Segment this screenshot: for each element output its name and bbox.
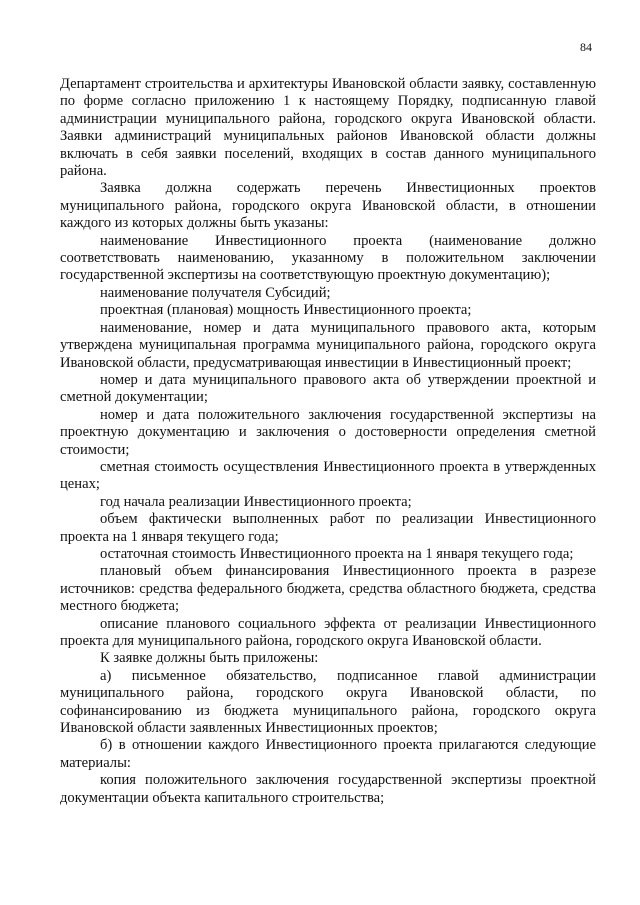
paragraph: сметная стоимость осуществления Инвестиционного проекта в утвержденных ценах; [60, 458, 596, 493]
paragraph: наименование получателя Субсидий; [100, 284, 331, 301]
paragraph: номер и дата положительного заключения государственной экспертизы на проектную документацию и заключения о достоверности определения сметной стоимости; [60, 406, 596, 458]
paragraph: а) письменное обязательство, подписанное главой администрации муниципального района, городского округа Ивановской области, по софинансированию из бюджета муниципального района, городского округа Ивановской области заявленных Инвестиционных проектов; [60, 667, 596, 737]
paragraph: остаточная стоимость Инвестиционного проекта на 1 января текущего года; [100, 545, 574, 562]
paragraph: описание планового социального эффекта от реализации Инвестиционного проекта для муниципального района, городского округа Ивановской области. [60, 615, 596, 649]
paragraph: номер и дата муниципального правового акта об утверждении проектной и сметной документации; [60, 371, 596, 406]
page-number: 84 [580, 40, 592, 54]
paragraph: проектная (плановая) мощность Инвестиционного проекта; [100, 302, 472, 319]
paragraph: копия положительного заключения государственной экспертизы проектной документации объекта капитального строительства; [60, 772, 596, 806]
paragraph: плановый объем финансирования Инвестиционного проекта в разрезе источников: средства федерального бюджета, средства областного бюджета, средства местного бюджета; [60, 563, 596, 615]
document-body [60, 76, 596, 807]
paragraph: объем фактически выполненных работ по реализации Инвестиционного проекта на 1 января текущего года; [60, 511, 596, 545]
paragraph: наименование Инвестиционного проекта (наименование должно соответствовать наименованию, указанному в положительном заключении государственной экспертизы на соответствующую проектную документацию); [60, 232, 596, 284]
paragraph: б) в отношении каждого Инвестиционного проекта прилагаются следующие материалы: [60, 737, 596, 771]
paragraph: Департамент строительства и архитектуры Ивановской области заявку, составленную по форме согласно приложению 1 к настоящему Порядку, подписанную главой администрации муниципального района, городского округа Ивановской области. Заявки администраций муниципальных районов Ивановской области должны включать в себя заявки поселений, входящих в состав данного муниципального района. [60, 76, 596, 180]
paragraph: Заявка должна содержать перечень Инвестиционных проектов муниципального района, городского округа Ивановской области, в отношении каждого из которых должны быть указаны: [60, 180, 596, 232]
paragraph: наименование, номер и дата муниципального правового акта, которым утверждена муниципальная программа муниципального района, городского округа Ивановской области, предусматривающая инвестиции в Инвестиционный проект; [60, 319, 596, 371]
paragraph: год начала реализации Инвестиционного проекта; [100, 493, 412, 510]
paragraph: К заявке должны быть приложены: [100, 650, 319, 667]
